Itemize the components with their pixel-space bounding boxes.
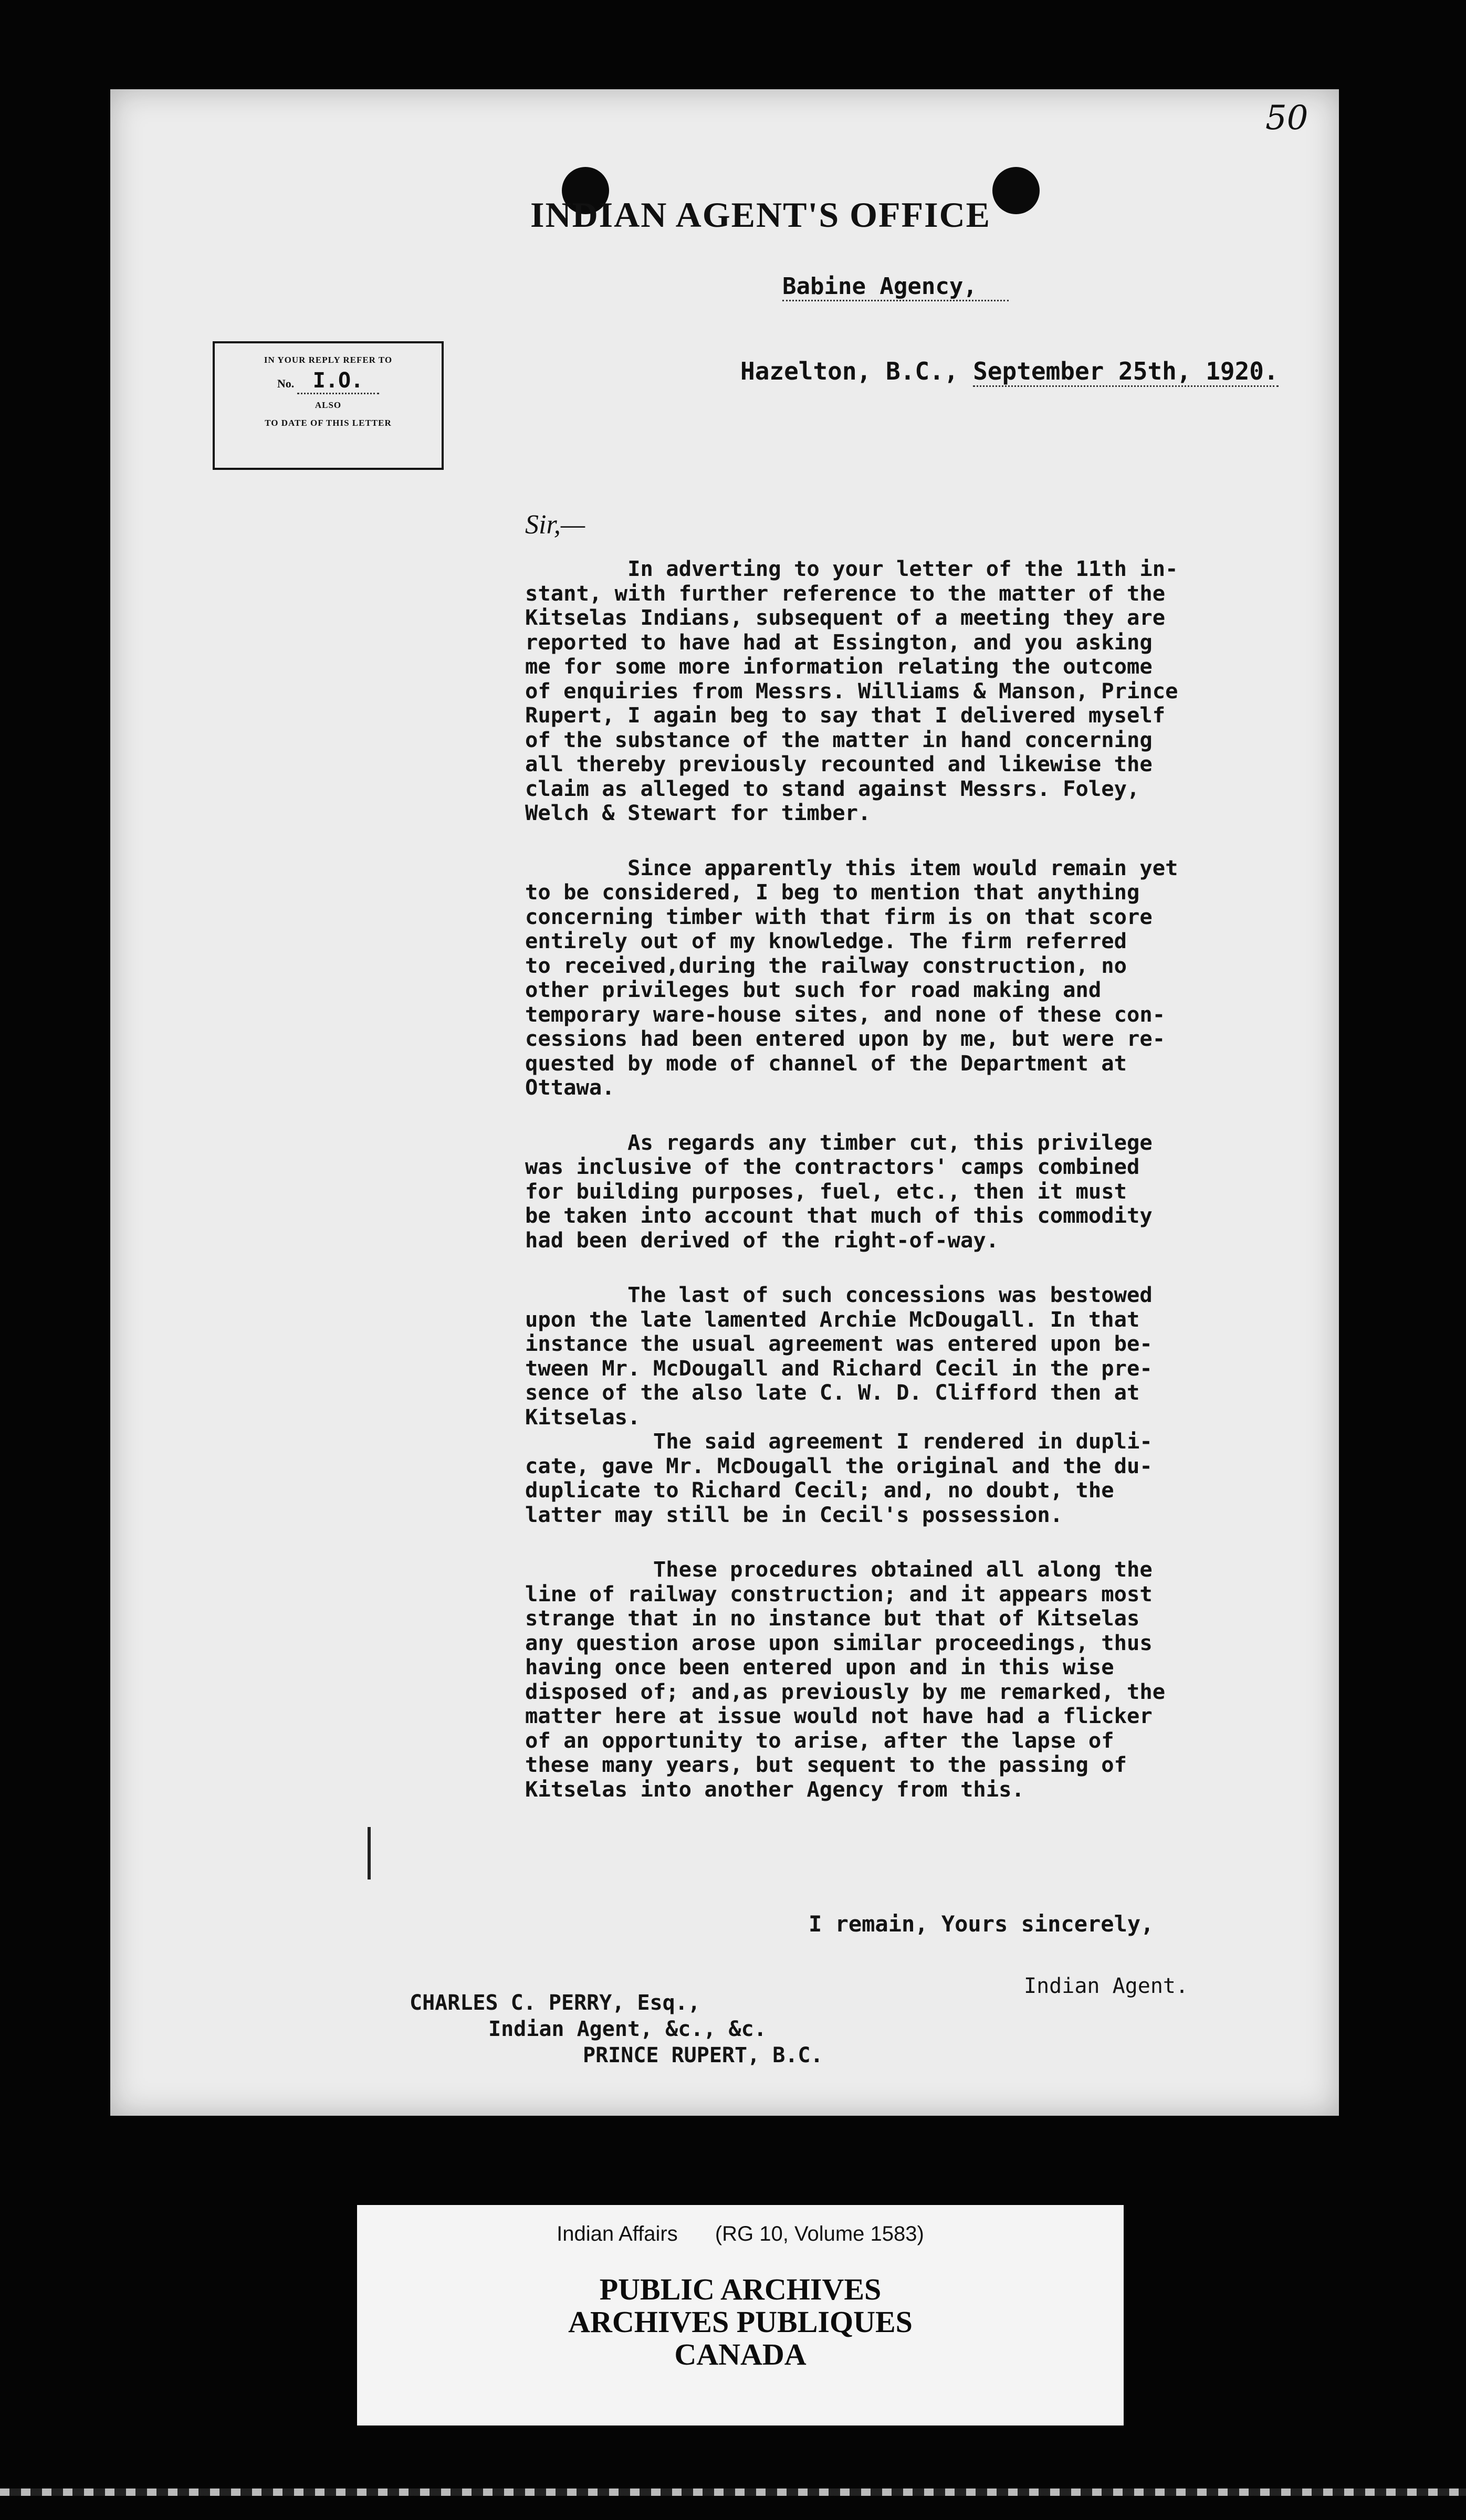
- body-line: of an opportunity to arise, after the lapse of: [525, 1727, 1114, 1753]
- body-line: of enquiries from Messrs. Williams & Manson, Prince: [525, 678, 1178, 704]
- paragraph-5: [525, 1557, 1344, 1801]
- body-line: all thereby previously recounted and likewise the: [525, 751, 1153, 776]
- body-line: matter here at issue would not have had a flicker: [525, 1703, 1153, 1728]
- place-date: [740, 357, 1279, 385]
- body-line: Rupert, I again beg to say that I delivered myself: [525, 702, 1166, 728]
- place-date-underlined: September 25th, 1920.: [973, 357, 1279, 387]
- body-line: cessions had been entered upon by me, but were re-: [525, 1026, 1166, 1051]
- film-edge: [0, 2488, 1466, 2496]
- body-line: reported to have had at Essington, and you asking: [525, 629, 1153, 655]
- signature-title: Indian Agent.: [1024, 1974, 1189, 1998]
- addressee-line1: CHARLES C. PERRY, Esq.,: [410, 1991, 700, 2015]
- archive-line2: ARCHIVES PUBLIQUES: [568, 2305, 913, 2339]
- body-line: Kitselas Indians, subsequent of a meeting they are: [525, 605, 1166, 630]
- body-line: upon the late lamented Archie McDougall. In that: [525, 1306, 1140, 1332]
- reference-line1: IN YOUR REPLY REFER TO: [264, 355, 393, 365]
- body-line: Welch & Stewart for timber.: [525, 800, 871, 825]
- archive-reference: (RG 10, Volume 1583): [715, 2222, 924, 2245]
- document-page: [110, 89, 1339, 2116]
- body-line: for building purposes, fuel, etc., then it must: [525, 1178, 1127, 1204]
- body-line: In adverting to your letter of the 11th in-: [525, 556, 1178, 581]
- paragraph-3: [525, 1130, 1344, 1253]
- archive-name: [357, 2273, 1124, 2371]
- agency-name: Babine Agency,: [782, 273, 1009, 301]
- archive-line1: PUBLIC ARCHIVES: [599, 2272, 882, 2306]
- body-line: Kitselas into another Agency from this.: [525, 1776, 1024, 1802]
- body-line: As regards any timber cut, this privilege: [525, 1129, 1153, 1155]
- body-line: sence of the also late C. W. D. Clifford then at: [525, 1380, 1140, 1405]
- body-line: disposed of; and,as previously by me remarked, the: [525, 1678, 1166, 1704]
- reference-no-label: No.: [277, 377, 295, 390]
- paragraph-1: [525, 556, 1344, 825]
- reference-line4: TO DATE OF THIS LETTER: [265, 418, 392, 428]
- addressee-line3: PRINCE RUPERT, B.C.: [583, 2043, 823, 2067]
- paragraph-4: [525, 1283, 1344, 1527]
- office-title: INDIAN AGENT'S OFFICE: [530, 195, 991, 235]
- body-line: temporary ware-house sites, and none of these con-: [525, 1001, 1166, 1027]
- body-line: other privileges but such for road making and: [525, 977, 1102, 1002]
- body-line: claim as alleged to stand against Messrs. Foley,: [525, 775, 1140, 801]
- reference-no-value: I.O.: [297, 369, 379, 394]
- body-line: Since apparently this item would remain yet: [525, 855, 1178, 880]
- body-line: to be considered, I beg to mention that anything: [525, 879, 1140, 905]
- body-line: The last of such concessions was bestowed: [525, 1282, 1153, 1307]
- body-line: stant, with further reference to the matter of the: [525, 580, 1166, 606]
- salutation: Sir,—: [525, 510, 585, 540]
- body-line: duplicate to Richard Cecil; and, no doubt, the: [525, 1477, 1114, 1503]
- reference-number-row: [215, 369, 442, 393]
- body-line: The said agreement I rendered in dupli-: [525, 1429, 1153, 1454]
- page-number: 50: [1265, 99, 1308, 138]
- margin-pencil-mark: [368, 1827, 371, 1880]
- letter-body: [525, 556, 1344, 1832]
- body-line: any question arose upon similar proceedings, thus: [525, 1630, 1153, 1655]
- body-line: latter may still be in Cecil's possession.: [525, 1502, 1063, 1527]
- body-line: having once been entered upon and in this wise: [525, 1654, 1114, 1679]
- body-line: was inclusive of the contractors' camps combined: [525, 1154, 1140, 1179]
- reference-box: [213, 341, 444, 470]
- closing-line: I remain, Yours sincerely,: [809, 1911, 1154, 1937]
- archive-reference-row: [357, 2205, 1124, 2263]
- body-line: me for some more information relating the outcome: [525, 654, 1153, 679]
- reference-line3: ALSO: [315, 400, 342, 410]
- paragraph-2: [525, 856, 1344, 1100]
- body-line: entirely out of my knowledge. The firm referred: [525, 928, 1127, 953]
- body-line: Ottawa.: [525, 1075, 615, 1100]
- body-line: these many years, but sequent to the passing of: [525, 1752, 1127, 1777]
- body-line: of the substance of the matter in hand concerning: [525, 727, 1153, 752]
- body-line: strange that in no instance but that of Kitselas: [525, 1605, 1140, 1631]
- archive-line3: CANADA: [674, 2337, 807, 2371]
- place-date-prefix: Hazelton, B.C.,: [740, 357, 973, 385]
- body-line: concerning timber with that firm is on that score: [525, 904, 1153, 929]
- archive-collection: Indian Affairs: [557, 2222, 678, 2245]
- body-line: line of railway construction; and it appears most: [525, 1581, 1153, 1606]
- addressee-block: [410, 1990, 823, 2068]
- body-line: Kitselas.: [525, 1404, 641, 1430]
- body-line: quested by mode of channel of the Department at: [525, 1050, 1127, 1076]
- body-line: be taken into account that much of this commodity: [525, 1203, 1153, 1228]
- body-line: tween Mr. McDougall and Richard Cecil in the pre-: [525, 1355, 1153, 1381]
- body-line: instance the usual agreement was entered upon be-: [525, 1331, 1153, 1356]
- body-line: These procedures obtained all along the: [525, 1557, 1153, 1582]
- body-line: to received,during the railway construction, no: [525, 952, 1127, 978]
- punch-hole-right: [992, 167, 1040, 214]
- addressee-line2: Indian Agent, &c., &c.: [488, 2017, 767, 2041]
- body-line: had been derived of the right-of-way.: [525, 1227, 999, 1253]
- body-line: cate, gave Mr. McDougall the original and the du-: [525, 1453, 1153, 1478]
- archive-stamp: [357, 2205, 1124, 2426]
